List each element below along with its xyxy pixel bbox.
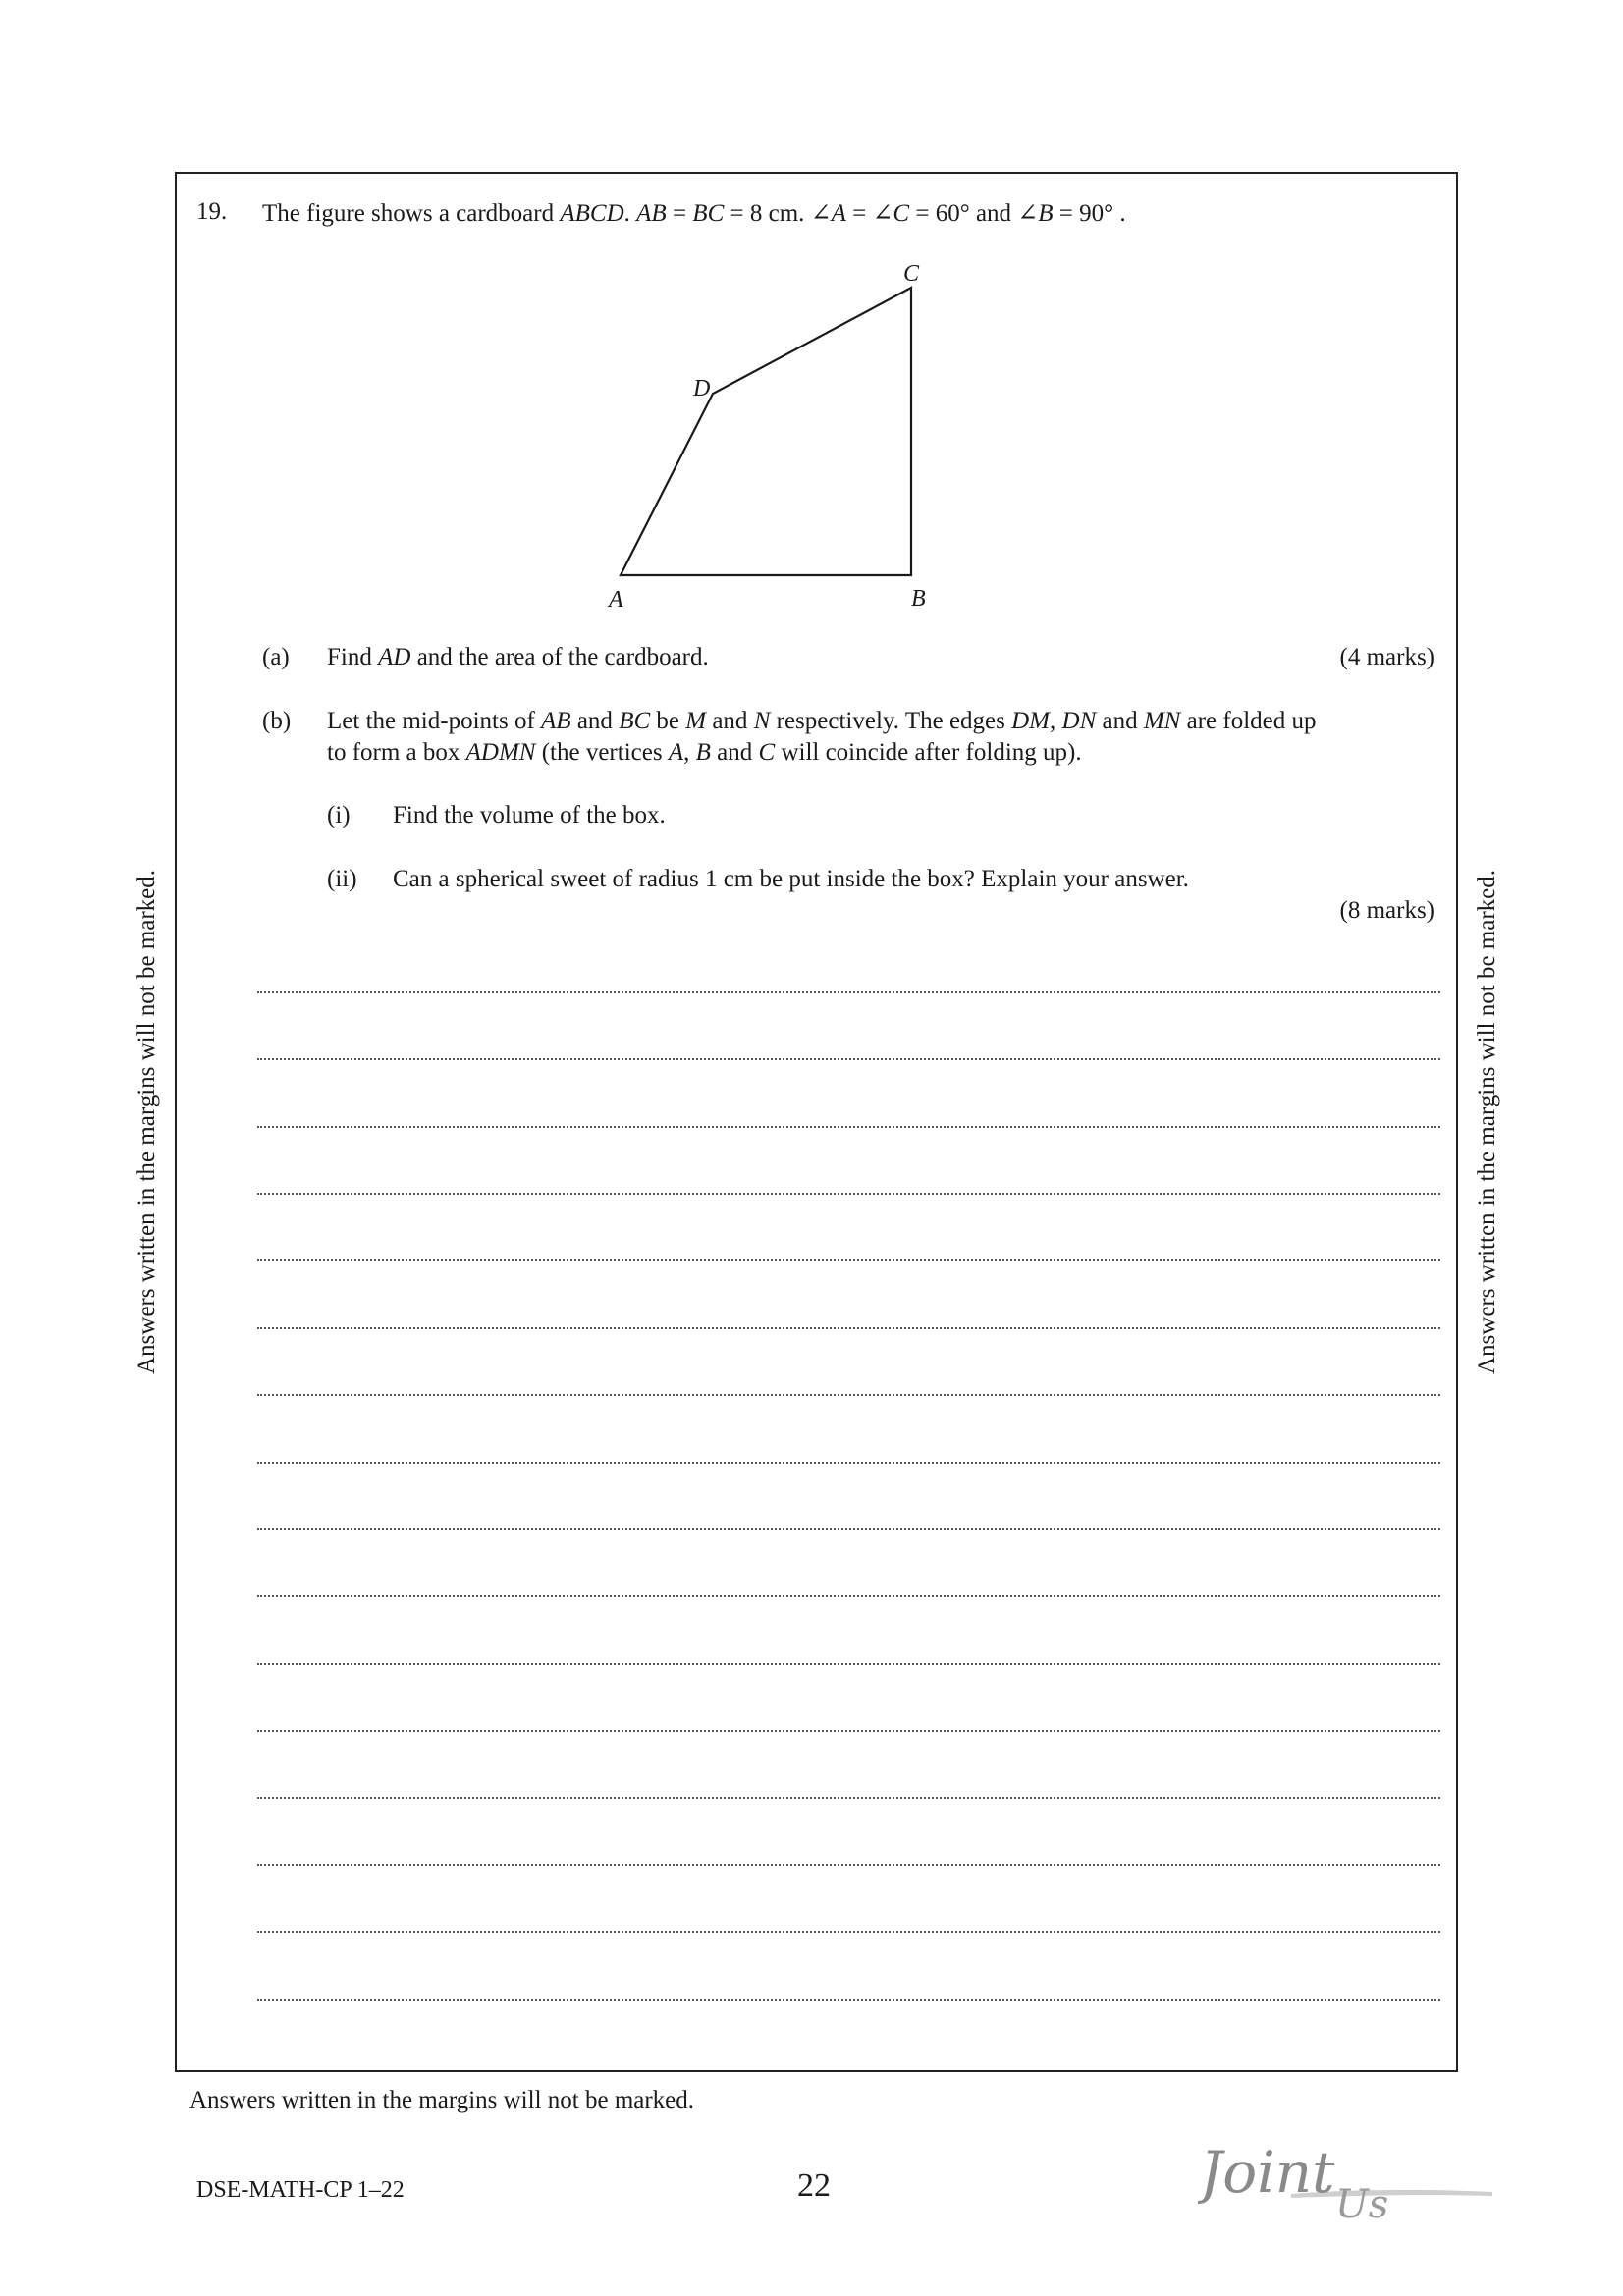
intro-abcd: ABCD [560, 200, 624, 227]
part-b-marks: (8 marks) [1339, 897, 1434, 924]
answer-line[interactable] [257, 1663, 1440, 1665]
footer-margin-note: Answers written in the margins will not be marked. [189, 2087, 695, 2113]
part-b-a: A [668, 739, 684, 766]
answer-line[interactable] [257, 1931, 1440, 1933]
part-b-line-2 [327, 739, 1082, 767]
part-b-text-segment: and [706, 708, 754, 734]
answer-line[interactable] [257, 1999, 1440, 2001]
right-margin-note: Answers written in the margins will not be marked. [1474, 869, 1500, 1375]
vertex-label-b: B [911, 586, 926, 612]
intro-text: = 60° and ∠ [909, 200, 1039, 227]
part-b-ab: AB [541, 708, 571, 734]
answer-line[interactable] [257, 991, 1440, 993]
intro-text: = ∠ [845, 200, 893, 227]
answer-line[interactable] [257, 1126, 1440, 1128]
part-b-admn: ADMN [465, 739, 536, 766]
intro-b: B [1038, 200, 1054, 227]
intro-text: The figure shows a cardboard [262, 200, 561, 227]
logo-word-us: Us [1335, 2182, 1389, 2223]
answer-line[interactable] [257, 1730, 1440, 1732]
intro-text: = [666, 200, 693, 227]
part-a-ad: AD [378, 644, 411, 670]
part-b-text-segment: respectively. The edges [770, 708, 1012, 734]
part-b-ii-text: Can a spherical sweet of radius 1 cm be put inside the box? Explain your answer. [393, 866, 1189, 892]
part-b-bc: BC [619, 708, 651, 734]
answer-line[interactable] [257, 1864, 1440, 1866]
left-margin-note: Answers written in the margins will not be marked. [134, 869, 160, 1375]
part-b-text-segment: (the vertices [535, 739, 669, 766]
jointus-logo-svg [1198, 2135, 1492, 2223]
part-b-n: N [753, 708, 771, 734]
vertex-label-d: D [693, 376, 711, 401]
part-b-text-segment: be [650, 708, 686, 734]
part-b-text-segment: and [1096, 708, 1144, 734]
part-b-text-segment: to form a box [327, 739, 466, 766]
intro-ab: AB [636, 200, 667, 227]
quadrilateral-abcd-shape [621, 288, 911, 575]
part-a-text [327, 644, 709, 671]
vertex-label-c: C [903, 261, 920, 287]
intro-text: = 90° . [1053, 200, 1126, 227]
part-b-dm: DM [1011, 708, 1051, 734]
part-b-text-segment: , [1050, 708, 1062, 734]
part-a-label: (a) [262, 644, 290, 670]
intro-c: C [893, 200, 910, 227]
part-b-mn: MN [1143, 708, 1181, 734]
part-b-text-segment: , [683, 739, 696, 766]
quadrilateral-figure [589, 250, 943, 614]
part-b-dn: DN [1061, 708, 1097, 734]
answer-line[interactable] [257, 1462, 1440, 1464]
answer-line[interactable] [257, 1528, 1440, 1530]
intro-text: . [623, 200, 637, 227]
paper-code: DSE-MATH-CP 1–22 [196, 2177, 405, 2203]
answer-line[interactable] [257, 1595, 1440, 1597]
part-b-c: C [758, 739, 776, 766]
page-number: 22 [797, 2167, 831, 2204]
part-b-text-segment: are folded up [1180, 708, 1317, 734]
part-b-text-segment: and [570, 708, 620, 734]
vertex-label-a: A [609, 587, 623, 613]
part-b-i-label: (i) [327, 802, 351, 828]
part-a-text-segment: Find [327, 644, 379, 670]
answer-line[interactable] [257, 1259, 1440, 1261]
part-b-m: M [685, 708, 707, 734]
intro-a: A [831, 200, 846, 227]
answer-line[interactable] [257, 1797, 1440, 1799]
part-b-label: (b) [262, 708, 292, 734]
part-a-marks: (4 marks) [1339, 644, 1434, 670]
answer-line[interactable] [257, 1058, 1440, 1060]
answer-line[interactable] [257, 1193, 1440, 1195]
part-b-ii-label: (ii) [327, 866, 357, 892]
part-b-text-segment: and [710, 739, 759, 766]
part-b-text-segment: will coincide after folding up). [775, 739, 1082, 766]
part-b-i-text: Find the volume of the box. [393, 802, 666, 828]
part-b-b: B [695, 739, 711, 766]
part-b-text-segment: Let the mid-points of [327, 708, 542, 734]
intro-text: = 8 cm. ∠ [724, 200, 832, 227]
part-a-text-segment: and the area of the cardboard. [410, 644, 709, 670]
answer-line[interactable] [257, 1327, 1440, 1329]
intro-bc: BC [692, 200, 725, 227]
quadrilateral-svg [589, 250, 943, 614]
question-number: 19. [196, 198, 228, 225]
answer-line[interactable] [257, 1394, 1440, 1396]
question-intro [262, 198, 1126, 228]
logo-word-joint: Joint [1200, 2139, 1335, 2206]
part-b-line-1 [327, 708, 1317, 735]
jointus-logo [1198, 2135, 1492, 2223]
